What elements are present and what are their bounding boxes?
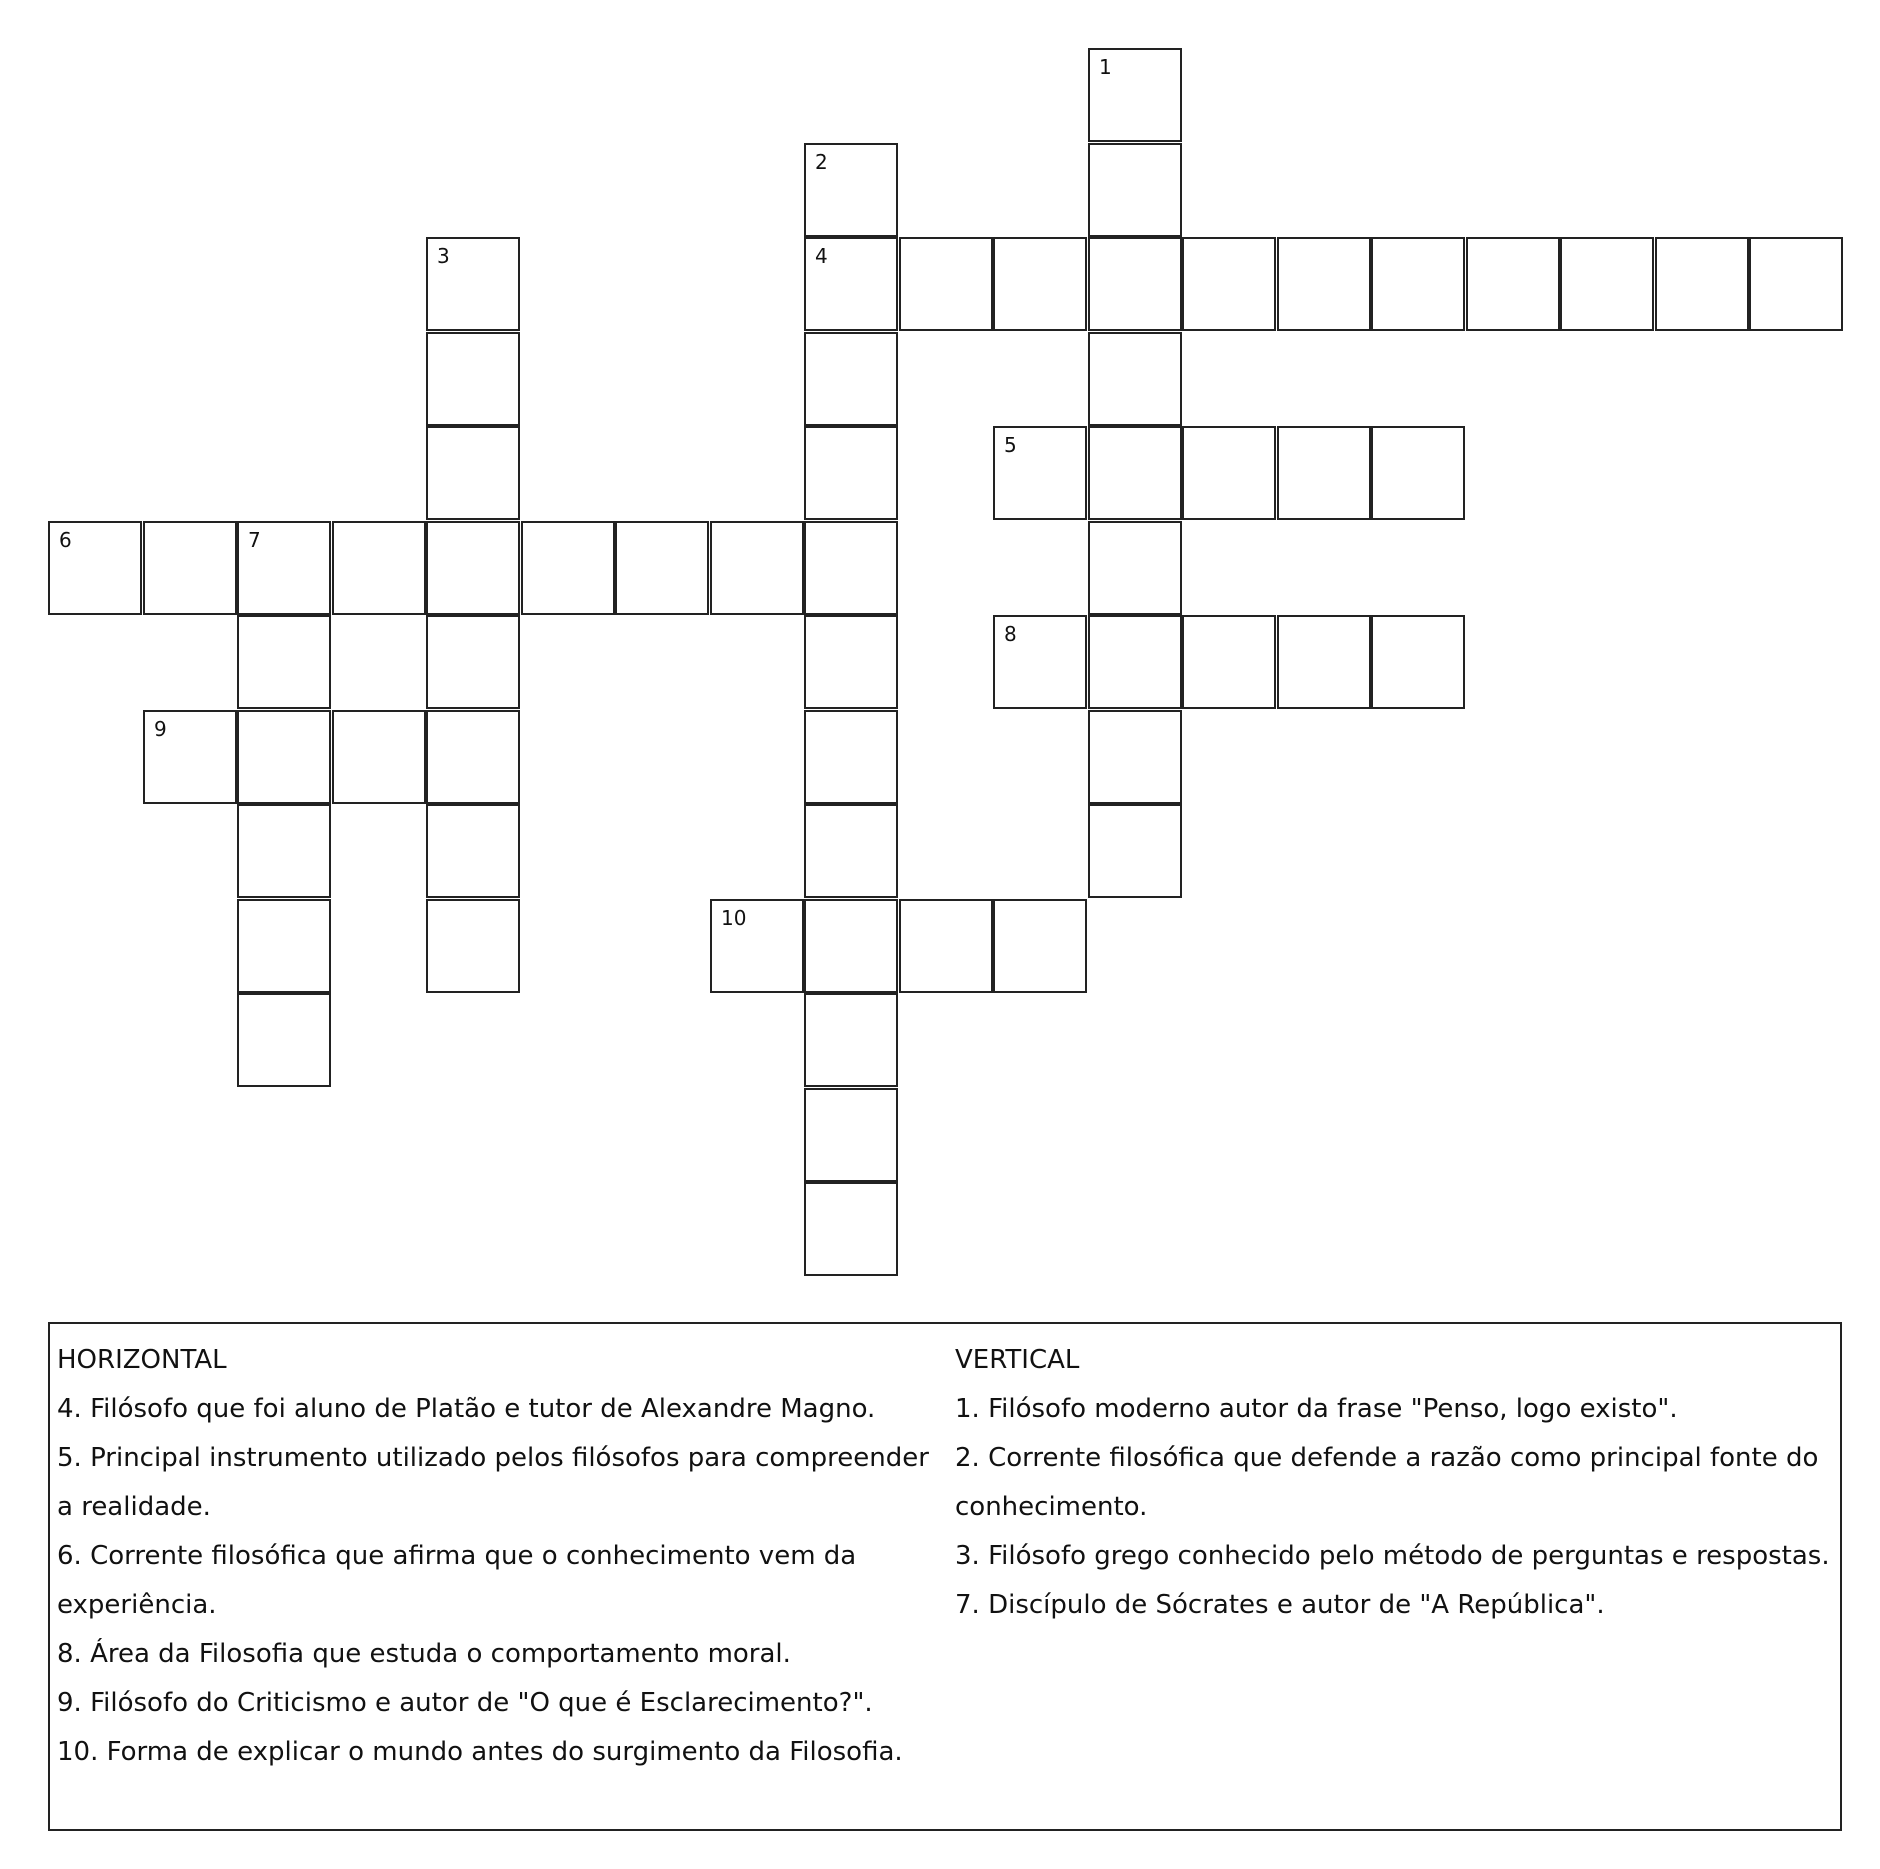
clue-number: 10 <box>721 906 747 930</box>
clue-horizontal-8: 8. Área da Filosofia que estuda o comportamento moral. <box>57 1639 791 1669</box>
crossword-cell[interactable] <box>426 804 520 898</box>
crossword-cell[interactable] <box>615 521 709 615</box>
clue-vertical-1: 1. Filósofo moderno autor da frase "Penso, logo existo". <box>955 1394 1678 1424</box>
clue-number: 2 <box>815 150 828 174</box>
crossword-cell[interactable] <box>1182 237 1276 331</box>
crossword-cell[interactable] <box>426 710 520 804</box>
crossword-cell[interactable] <box>1088 710 1182 804</box>
crossword-cell[interactable] <box>993 615 1087 709</box>
crossword-cell[interactable] <box>1277 615 1371 709</box>
crossword-cell[interactable] <box>1088 615 1182 709</box>
clues-box <box>48 1322 1842 1831</box>
crossword-cell[interactable] <box>143 710 237 804</box>
clue-number: 6 <box>59 528 72 552</box>
clue-vertical-2: 2. Corrente filosófica que defende a razão como principal fonte do conhecimento. <box>955 1443 1819 1522</box>
crossword-cell[interactable] <box>1088 521 1182 615</box>
crossword-cell[interactable] <box>1088 804 1182 898</box>
clue-number: 8 <box>1004 622 1017 646</box>
crossword-cell[interactable] <box>804 237 898 331</box>
crossword-cell[interactable] <box>1088 237 1182 331</box>
crossword-cell[interactable] <box>899 899 993 993</box>
clue-horizontal-9: 9. Filósofo do Criticismo e autor de "O que é Esclarecimento?". <box>57 1688 873 1718</box>
clue-vertical-7: 7. Discípulo de Sócrates e autor de "A República". <box>955 1590 1605 1620</box>
crossword-cell[interactable] <box>426 615 520 709</box>
crossword-cell[interactable] <box>1277 426 1371 520</box>
vertical-heading: VERTICAL <box>955 1345 1080 1375</box>
crossword-cell[interactable] <box>804 804 898 898</box>
crossword-cell[interactable] <box>1088 426 1182 520</box>
crossword-cell[interactable] <box>804 993 898 1087</box>
crossword-cell[interactable] <box>1560 237 1654 331</box>
crossword-cell[interactable] <box>993 426 1087 520</box>
crossword-cell[interactable] <box>1371 426 1465 520</box>
clue-vertical-3: 3. Filósofo grego conhecido pelo método de perguntas e respostas. <box>955 1541 1830 1571</box>
crossword-cell[interactable] <box>237 804 331 898</box>
crossword-cell[interactable] <box>1088 332 1182 426</box>
clue-number: 3 <box>437 244 450 268</box>
crossword-cell[interactable] <box>1655 237 1749 331</box>
crossword-cell[interactable] <box>426 899 520 993</box>
crossword-cell[interactable] <box>710 899 804 993</box>
crossword-cell[interactable] <box>1466 237 1560 331</box>
crossword-cell[interactable] <box>710 521 804 615</box>
crossword-cell[interactable] <box>426 426 520 520</box>
clue-number: 9 <box>154 717 167 741</box>
crossword-cell[interactable] <box>993 899 1087 993</box>
clue-horizontal-6: 6. Corrente filosófica que afirma que o conhecimento vem da experiência. <box>57 1541 857 1620</box>
crossword-cell[interactable] <box>426 237 520 331</box>
crossword-cell[interactable] <box>1182 615 1276 709</box>
clue-horizontal-5: 5. Principal instrumento utilizado pelos filósofos para compreender a realidade. <box>57 1443 929 1522</box>
crossword-cell[interactable] <box>426 521 520 615</box>
crossword-cell[interactable] <box>1182 426 1276 520</box>
crossword-cell[interactable] <box>332 710 426 804</box>
crossword-cell[interactable] <box>804 143 898 237</box>
crossword-cell[interactable] <box>899 237 993 331</box>
crossword-cell[interactable] <box>804 710 898 804</box>
crossword-cell[interactable] <box>804 1182 898 1276</box>
crossword-cell[interactable] <box>804 1088 898 1182</box>
clue-horizontal-10: 10. Forma de explicar o mundo antes do surgimento da Filosofia. <box>57 1737 903 1767</box>
crossword-cell[interactable] <box>1749 237 1843 331</box>
crossword-cell[interactable] <box>143 521 237 615</box>
clue-number: 7 <box>248 528 261 552</box>
crossword-cell[interactable] <box>804 615 898 709</box>
crossword-cell[interactable] <box>332 521 426 615</box>
horizontal-clues <box>57 1336 937 1777</box>
vertical-clues <box>955 1336 1830 1630</box>
crossword-cell[interactable] <box>237 899 331 993</box>
crossword-cell[interactable] <box>1277 237 1371 331</box>
crossword-cell[interactable] <box>237 615 331 709</box>
crossword-cell[interactable] <box>237 993 331 1087</box>
crossword-cell[interactable] <box>1371 237 1465 331</box>
crossword-cell[interactable] <box>426 332 520 426</box>
crossword-cell[interactable] <box>993 237 1087 331</box>
crossword-cell[interactable] <box>804 426 898 520</box>
clue-number: 1 <box>1099 55 1112 79</box>
crossword-cell[interactable] <box>521 521 615 615</box>
clue-number: 4 <box>815 244 828 268</box>
crossword-cell[interactable] <box>804 332 898 426</box>
crossword-cell[interactable] <box>1088 48 1182 142</box>
crossword-cell[interactable] <box>48 521 142 615</box>
crossword-cell[interactable] <box>804 899 898 993</box>
clue-horizontal-4: 4. Filósofo que foi aluno de Platão e tutor de Alexandre Magno. <box>57 1394 876 1424</box>
crossword-cell[interactable] <box>1371 615 1465 709</box>
crossword-cell[interactable] <box>237 710 331 804</box>
clue-number: 5 <box>1004 433 1017 457</box>
horizontal-heading: HORIZONTAL <box>57 1345 227 1375</box>
crossword-cell[interactable] <box>237 521 331 615</box>
crossword-cell[interactable] <box>804 521 898 615</box>
crossword-cell[interactable] <box>1088 143 1182 237</box>
